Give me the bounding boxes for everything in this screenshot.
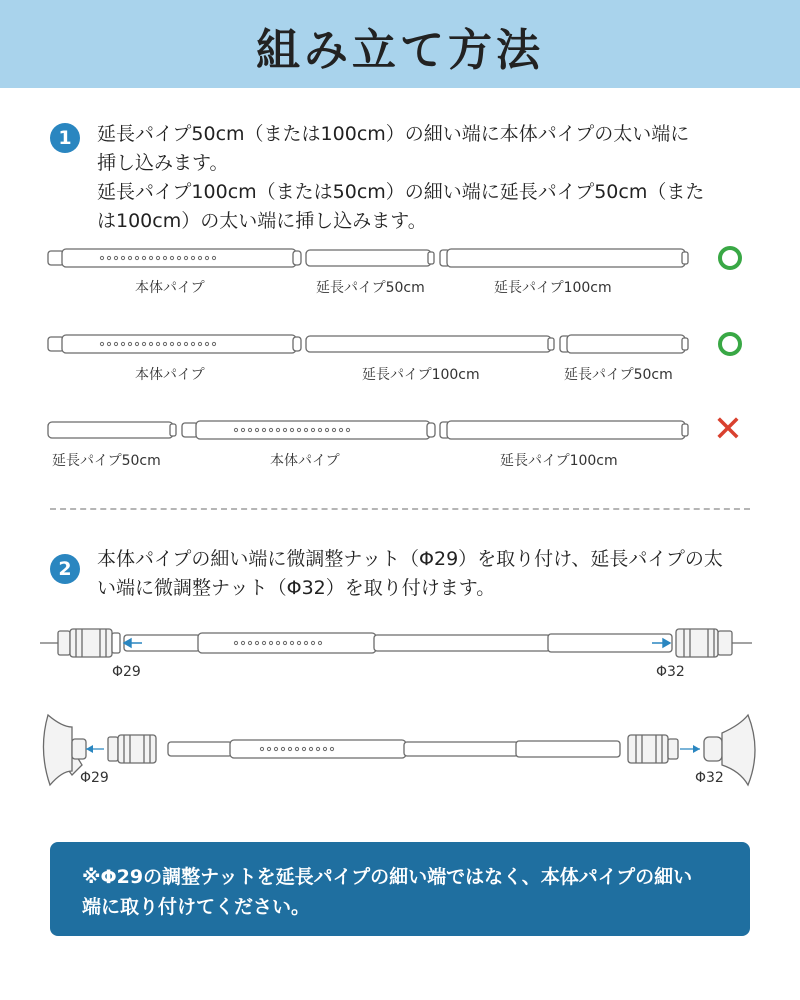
nut-right-1: [676, 629, 732, 657]
note-line-1: ※Φ29の調整ナットを延長パイプの細い端ではなく、本体パイプの細い: [82, 866, 693, 888]
step-1-badge: 1: [50, 123, 80, 153]
row-1-extension-100: [440, 249, 688, 267]
nut-left-1: [58, 629, 120, 657]
row-2-main-pipe: [48, 335, 301, 353]
step-2-badge: 2: [50, 554, 80, 584]
row-1-label-ext50: 延長パイプ50cm: [316, 280, 425, 296]
nut-label-small-2: Φ29: [80, 770, 109, 786]
row-2-label-ext100: 延長パイプ100cm: [362, 367, 480, 383]
nut-right-2: [628, 735, 678, 763]
row-2-ok-mark: [718, 332, 742, 356]
step-1-line-3: 延長パイプ100cm（または50cm）の細い端に延長パイプ50cm（また: [97, 181, 705, 203]
nut-label-large-2: Φ32: [695, 770, 724, 786]
row-3-main-pipe: [182, 421, 435, 439]
note-line-2: 端に取り付けてください。: [82, 896, 311, 918]
step-1-line-1: 延長パイプ50cm（または100cm）の細い端に本体パイプの太い端に: [97, 123, 690, 145]
nut-label-small-1: Φ29: [112, 664, 141, 680]
assembly-1-pipe: [124, 633, 672, 653]
row-3-label-ext100: 延長パイプ100cm: [500, 453, 618, 469]
row-3-extension-100: [440, 421, 688, 439]
step-1-text: [97, 120, 757, 236]
row-3-extension-50: [48, 422, 176, 438]
row-2-label-main: 本体パイプ: [135, 367, 205, 383]
row-2-label-ext50: 延長パイプ50cm: [564, 367, 673, 383]
row-2-extension-50: [560, 335, 688, 353]
row-1-ok-mark: [718, 246, 742, 270]
step-2-line-2: い端に微調整ナット（Φ32）を取り付けます。: [97, 577, 496, 599]
row-3-label-main: 本体パイプ: [270, 453, 340, 469]
row-1-label-main: 本体パイプ: [135, 280, 205, 296]
assembly-2-pipe: [168, 740, 620, 758]
page-title: 組み立て方法: [256, 25, 544, 76]
nut-left-2: [108, 735, 156, 763]
row-1-main-pipe: [48, 249, 301, 267]
row-2-extension-100: [306, 336, 554, 352]
row-1-label-ext100: 延長パイプ100cm: [494, 280, 612, 296]
row-1-extension-50: [306, 250, 434, 266]
nut-label-large-1: Φ32: [656, 664, 685, 680]
row-3-ng-mark: ✕: [712, 409, 744, 450]
row-3-label-ext50: 延長パイプ50cm: [52, 453, 161, 469]
note-text: [82, 862, 732, 922]
step-2-text: [97, 545, 757, 603]
header-banner: [0, 0, 800, 88]
section-divider: [50, 508, 750, 510]
nut-assembly-figure: [0, 615, 800, 815]
step-1-line-4: は100cm）の太い端に挿し込みます。: [97, 210, 427, 232]
step-1-line-2: 挿し込みます。: [97, 152, 229, 174]
step-2-line-1: 本体パイプの細い端に微調整ナット（Φ29）を取り付け、延長パイプの太: [97, 548, 723, 570]
